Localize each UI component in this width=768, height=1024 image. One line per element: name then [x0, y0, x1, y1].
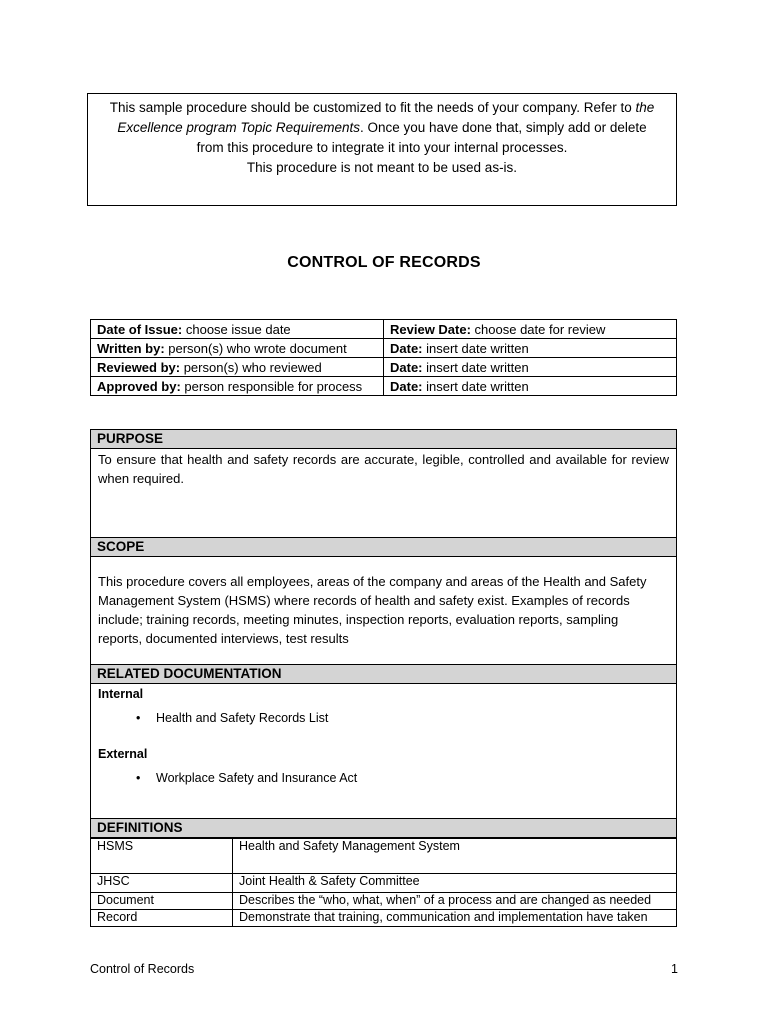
definition-text: Demonstrate that training, communication and implementation have taken — [233, 910, 677, 927]
definition-term: HSMS — [91, 839, 233, 874]
scope-body — [90, 557, 677, 664]
customization-notice — [87, 93, 677, 206]
info-row — [91, 377, 677, 396]
definitions-heading: DEFINITIONS — [90, 818, 677, 838]
external-doc-item: Workplace Safety and Insurance Act — [156, 771, 358, 785]
related-docs-heading: RELATED DOCUMENTATION — [90, 664, 677, 684]
purpose-heading: PURPOSE — [90, 429, 677, 449]
definition-term: Document — [91, 893, 233, 910]
notice-line-3: from this procedure to integrate it into your internal processes. — [196, 140, 568, 155]
info-cell: Review Date: choose date for review — [384, 320, 677, 339]
list-item — [98, 769, 669, 788]
info-row — [91, 320, 677, 339]
info-row — [91, 358, 677, 377]
definition-term: Record — [91, 910, 233, 927]
internal-doc-item: Health and Safety Records List — [156, 711, 329, 725]
definition-term: JHSC — [91, 874, 233, 893]
info-cell: Reviewed by: person(s) who reviewed — [91, 358, 384, 377]
page-number: 1 — [671, 962, 678, 976]
scope-heading: SCOPE — [90, 537, 677, 557]
document-title: CONTROL OF RECORDS — [287, 254, 481, 271]
info-row — [91, 339, 677, 358]
info-cell: Date: insert date written — [384, 358, 677, 377]
info-cell: Written by: person(s) who wrote document — [91, 339, 384, 358]
definition-text: Health and Safety Management System — [233, 839, 677, 874]
table-row — [91, 910, 677, 927]
notice-emphasis: the — [635, 100, 655, 115]
definition-text: Describes the “who, what, when” of a process and are changed as needed — [233, 893, 677, 910]
definition-text: Joint Health & Safety Committee — [233, 874, 677, 893]
notice-emphasis: Excellence program Topic Requirements — [117, 120, 360, 135]
table-row — [91, 874, 677, 893]
purpose-text: To ensure that health and safety records are accurate, legible, controlled and available for review when required. — [98, 452, 669, 486]
document-info-table — [90, 319, 677, 396]
notice-line-1 — [88, 98, 676, 118]
info-cell: Date: insert date written — [384, 377, 677, 396]
list-item — [98, 709, 669, 728]
external-label: External — [98, 747, 148, 761]
notice-text: This sample procedure should be customized to fit the needs of your company. Refer to — [109, 100, 636, 115]
info-cell: Approved by: person responsible for process — [91, 377, 384, 396]
bullet-icon: • — [136, 711, 141, 725]
footer-title: Control of Records — [90, 962, 195, 976]
notice-text: . Once you have done that, simply add or delete — [359, 120, 647, 135]
notice-line-2 — [88, 118, 676, 138]
purpose-body — [90, 449, 677, 537]
bullet-icon: • — [136, 771, 141, 785]
scope-text: This procedure covers all employees, areas of the company and areas of the Health and Safety Management System (HSMS) where records of health and safety exist. Examples of records include; training records, meeting minutes, inspection reports, evaluation reports, sampling reports, documented interviews, test results — [98, 574, 647, 646]
table-row — [91, 839, 677, 874]
table-row — [91, 893, 677, 910]
notice-line-4: This procedure is not meant to be used as-is. — [246, 160, 518, 175]
info-cell: Date of Issue: choose issue date — [91, 320, 384, 339]
definitions-table — [90, 838, 677, 927]
internal-label: Internal — [98, 687, 144, 701]
info-cell: Date: insert date written — [384, 339, 677, 358]
related-docs-body — [90, 684, 677, 818]
